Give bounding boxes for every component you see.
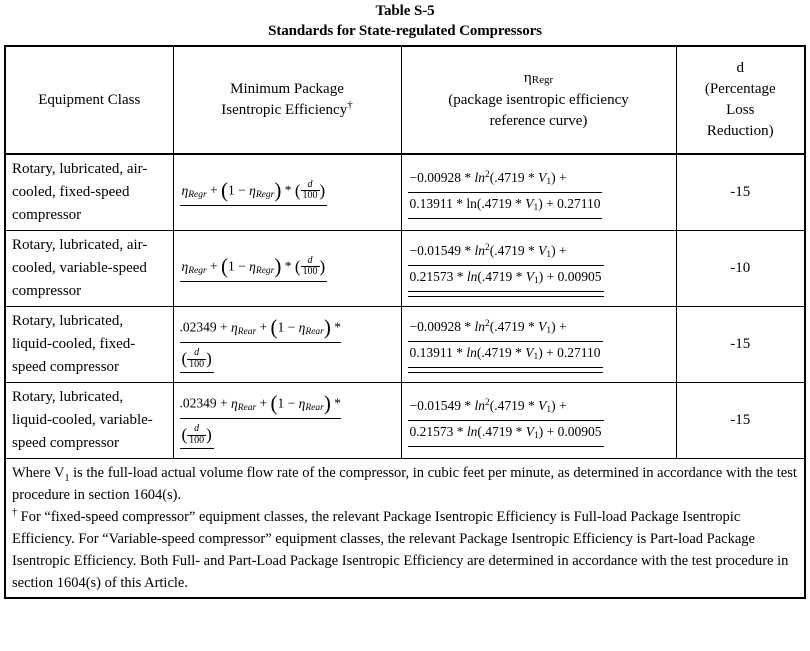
footnote-p1-before: Where V <box>12 465 65 481</box>
d-over-100-fraction: $\frac{d}{100}$ <box>302 254 318 277</box>
v1-subscript: 1 <box>64 472 70 484</box>
table-row <box>5 231 805 307</box>
regression-curve-cell <box>401 231 676 307</box>
min-efficiency-formula-cell <box>173 307 401 383</box>
standards-table <box>4 45 806 599</box>
regression-formula <box>408 395 604 447</box>
header-eta-symbol: η <box>523 70 532 86</box>
footnote-paragraph-1 <box>12 462 798 506</box>
regression-formula <box>408 167 603 219</box>
min-efficiency-formula-cell <box>173 383 401 459</box>
table-footnote-row <box>5 459 805 599</box>
regression-line-1: $-0.00928 * \ln^2(.4719 * V1)$ + <box>408 316 603 342</box>
header-col3-symbol-wrap <box>408 68 670 90</box>
footnote-dagger-icon: † <box>12 507 17 519</box>
min-efficiency-formula: ηRegr + (1 − ηRegr) * ( $\frac{d}{100}$ ) <box>180 179 328 206</box>
formula-line-1: .02349 + ηRear + (1 − ηRear) * <box>180 316 341 343</box>
d-over-100-fraction: $\frac{d}{100}$ <box>189 423 205 446</box>
formula-line-1: .02349 + ηRear + (1 − ηRear) * <box>180 392 341 419</box>
min-efficiency-formula <box>180 316 341 373</box>
header-equipment-class-label: Equipment Class <box>38 91 141 108</box>
footnote-p1-after: is the full-load actual volume flow rate of the compressor, in cubic feet per minute, as determined in accordance with the test procedure in section 1604(s). <box>12 465 797 503</box>
footnote-marker-icon: † <box>347 99 353 111</box>
header-col2-line2-wrap <box>180 100 395 121</box>
table-header-row <box>5 46 805 154</box>
table-caption: Standards for State-regulated Compressors <box>268 23 542 39</box>
min-efficiency-formula-cell <box>173 154 401 231</box>
table-number: Table S-5 <box>375 3 435 19</box>
equipment-class-cell: Rotary, lubricated, air-cooled, fixed-speed compressor <box>5 154 173 231</box>
header-eta-subscript: Regr <box>531 74 554 86</box>
header-col4-line1: d <box>736 60 744 76</box>
header-col4-line4: Reduction) <box>706 123 774 139</box>
regression-line-2: 0.21573 * ln(.4719 * V1) + 0.00905 <box>408 266 604 292</box>
footnote-paragraph-2 <box>12 506 798 594</box>
header-equipment-class <box>5 46 173 154</box>
d-over-100-fraction: $\frac{d}{100}$ <box>302 178 318 201</box>
header-col2-line2: Isentropic Efficiency <box>221 102 348 118</box>
d-value-cell: -15 <box>676 383 805 459</box>
regression-curve-cell <box>401 154 676 231</box>
min-efficiency-formula <box>180 392 341 449</box>
regression-line-2: 0.21573 * ln(.4719 * V1) + 0.00905 <box>408 421 604 447</box>
table-row <box>5 307 805 383</box>
d-value-cell: -15 <box>676 307 805 383</box>
table-row <box>5 383 805 459</box>
equipment-class-cell: Rotary, lubricated, liquid-cooled, variable-speed compressor <box>5 383 173 459</box>
eta-symbol: ηRegr <box>181 182 207 200</box>
d-value-cell: -10 <box>676 231 805 307</box>
header-min-package-isentropic-efficiency <box>173 46 401 154</box>
eta-symbol: ηRegr <box>181 258 207 276</box>
table-title-block <box>0 0 810 41</box>
table-row <box>5 154 805 231</box>
regression-curve-cell <box>401 383 676 459</box>
header-col4-line2: (Percentage <box>704 81 776 97</box>
regression-line-2: 0.13911 * ln(.4719 * V1) + 0.27110 <box>408 193 603 219</box>
regression-line-2: 0.13911 * ln(.4719 * V1) + 0.27110 <box>408 342 603 368</box>
regression-formula <box>408 316 603 373</box>
header-col2-line1: Minimum Package <box>230 81 344 97</box>
footnote-p2-text: For “fixed-speed compressor” equipment classes, the relevant Package Isentropic Efficiency is Full-load Package Isentropic Efficiency. For “Variable-speed compressor” equipment classes, the relevant Package Isentropic Efficiency is Part-load Package Isentropic Efficiency. Both Full- and Part-Load Package Isentropic Efficiency are determined in accordance with the test procedure in section 1604(s) of this Article. <box>12 509 789 591</box>
regression-formula <box>408 240 604 297</box>
header-col3-line1: (package isentropic efficiency <box>448 92 629 108</box>
equipment-class-cell: Rotary, lubricated, air-cooled, variable-speed compressor <box>5 231 173 307</box>
regression-curve-cell <box>401 307 676 383</box>
regression-line-1: $-0.01549 * \ln^2(.4719 * V1)$ + <box>408 240 604 266</box>
min-efficiency-formula-cell <box>173 231 401 307</box>
min-efficiency-formula: ηRegr + (1 − ηRegr) * ( $\frac{d}{100}$ ) <box>180 255 328 282</box>
footnote-cell <box>5 459 805 599</box>
d-over-100-fraction: $\frac{d}{100}$ <box>189 347 205 370</box>
header-d-percentage-loss-reduction <box>676 46 805 154</box>
regression-line-1: $-0.00928 * \ln^2(.4719 * V1)$ + <box>408 167 603 193</box>
header-eta-regr <box>401 46 676 154</box>
formula-line-2: ( $\frac{d}{100}$ ) <box>180 347 214 373</box>
header-col4-line3: Loss <box>726 102 755 118</box>
d-value-cell: -15 <box>676 154 805 231</box>
equipment-class-cell: Rotary, lubricated, liquid-cooled, fixed-speed compressor <box>5 307 173 383</box>
formula-line-2: ( $\frac{d}{100}$ ) <box>180 423 214 449</box>
header-col3-line2: reference curve) <box>489 113 588 129</box>
regression-line-1: $-0.01549 * \ln^2(.4719 * V1)$ + <box>408 395 604 421</box>
